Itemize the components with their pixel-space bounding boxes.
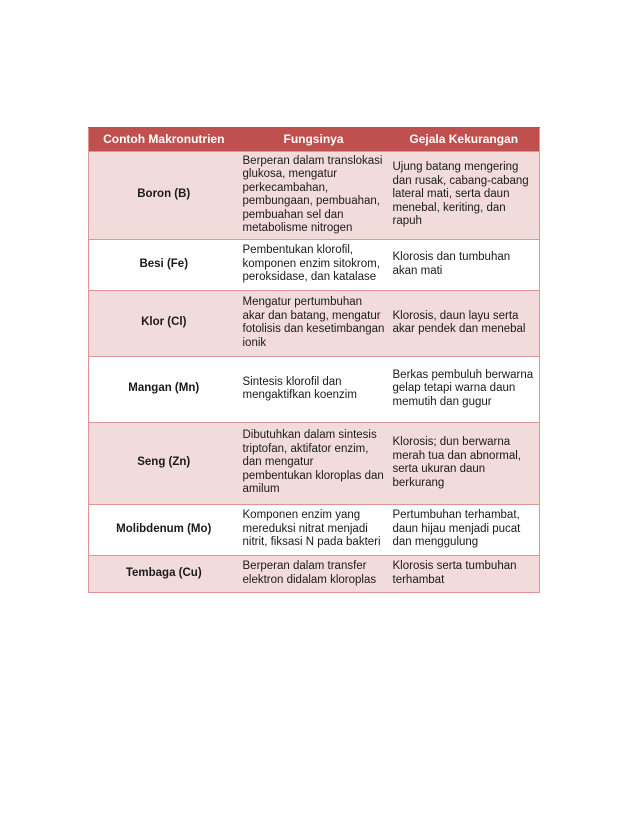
table-header [89,128,540,152]
nutrient-name: Molibdenum (Mo) [89,505,239,556]
table-row [89,357,540,423]
table-row [89,423,540,505]
nutrient-deficiency: Klorosis serta tumbuhan terhambat [389,556,540,593]
table-row [89,556,540,593]
header-nutrient: Contoh Makronutrien [89,128,239,152]
nutrient-function: Sintesis klorofil dan mengaktifkan koenzim [239,357,389,423]
table-row [89,152,540,240]
nutrient-name: Klor (Cl) [89,291,239,357]
table-row [89,240,540,291]
header-function: Fungsinya [239,128,389,152]
nutrient-deficiency: Berkas pembuluh berwarna gelap tetapi warna daun memutih dan gugur [389,357,540,423]
nutrient-deficiency: Ujung batang mengering dan rusak, cabang-cabang lateral mati, serta daun menebal, keriting, dan rapuh [389,152,540,240]
nutrient-function: Dibutuhkan dalam sintesis triptofan, aktifator enzim, dan mengatur pembentukan kloroplas dan amilum [239,423,389,505]
nutrient-function: Pembentukan klorofil, komponen enzim sitokrom, peroksidase, dan katalase [239,240,389,291]
nutrient-function: Berperan dalam transfer elektron didalam kloroplas [239,556,389,593]
nutrient-name: Mangan (Mn) [89,357,239,423]
nutrient-name: Besi (Fe) [89,240,239,291]
table-row [89,291,540,357]
table-body [89,152,540,593]
header-row [89,128,540,152]
nutrient-deficiency: Pertumbuhan terhambat, daun hijau menjadi pucat dan menggulung [389,505,540,556]
nutrient-function: Komponen enzim yang mereduksi nitrat menjadi nitrit, fiksasi N pada bakteri [239,505,389,556]
table-row [89,505,540,556]
nutrient-name: Tembaga (Cu) [89,556,239,593]
nutrient-deficiency: Klorosis, daun layu serta akar pendek dan menebal [389,291,540,357]
header-deficiency: Gejala Kekurangan [389,128,540,152]
nutrient-table [88,127,540,593]
nutrient-deficiency: Klorosis; dun berwarna merah tua dan abnormal, serta ukuran daun berkurang [389,423,540,505]
nutrient-function: Berperan dalam translokasi glukosa, mengatur perkecambahan, pembungaan, pembuahan, pembuahan sel dan metabolisme nitrogen [239,152,389,240]
nutrient-function: Mengatur pertumbuhan akar dan batang, mengatur fotolisis dan kesetimbangan ionik [239,291,389,357]
nutrient-deficiency: Klorosis dan tumbuhan akan mati [389,240,540,291]
nutrient-name: Seng (Zn) [89,423,239,505]
nutrient-name: Boron (B) [89,152,239,240]
